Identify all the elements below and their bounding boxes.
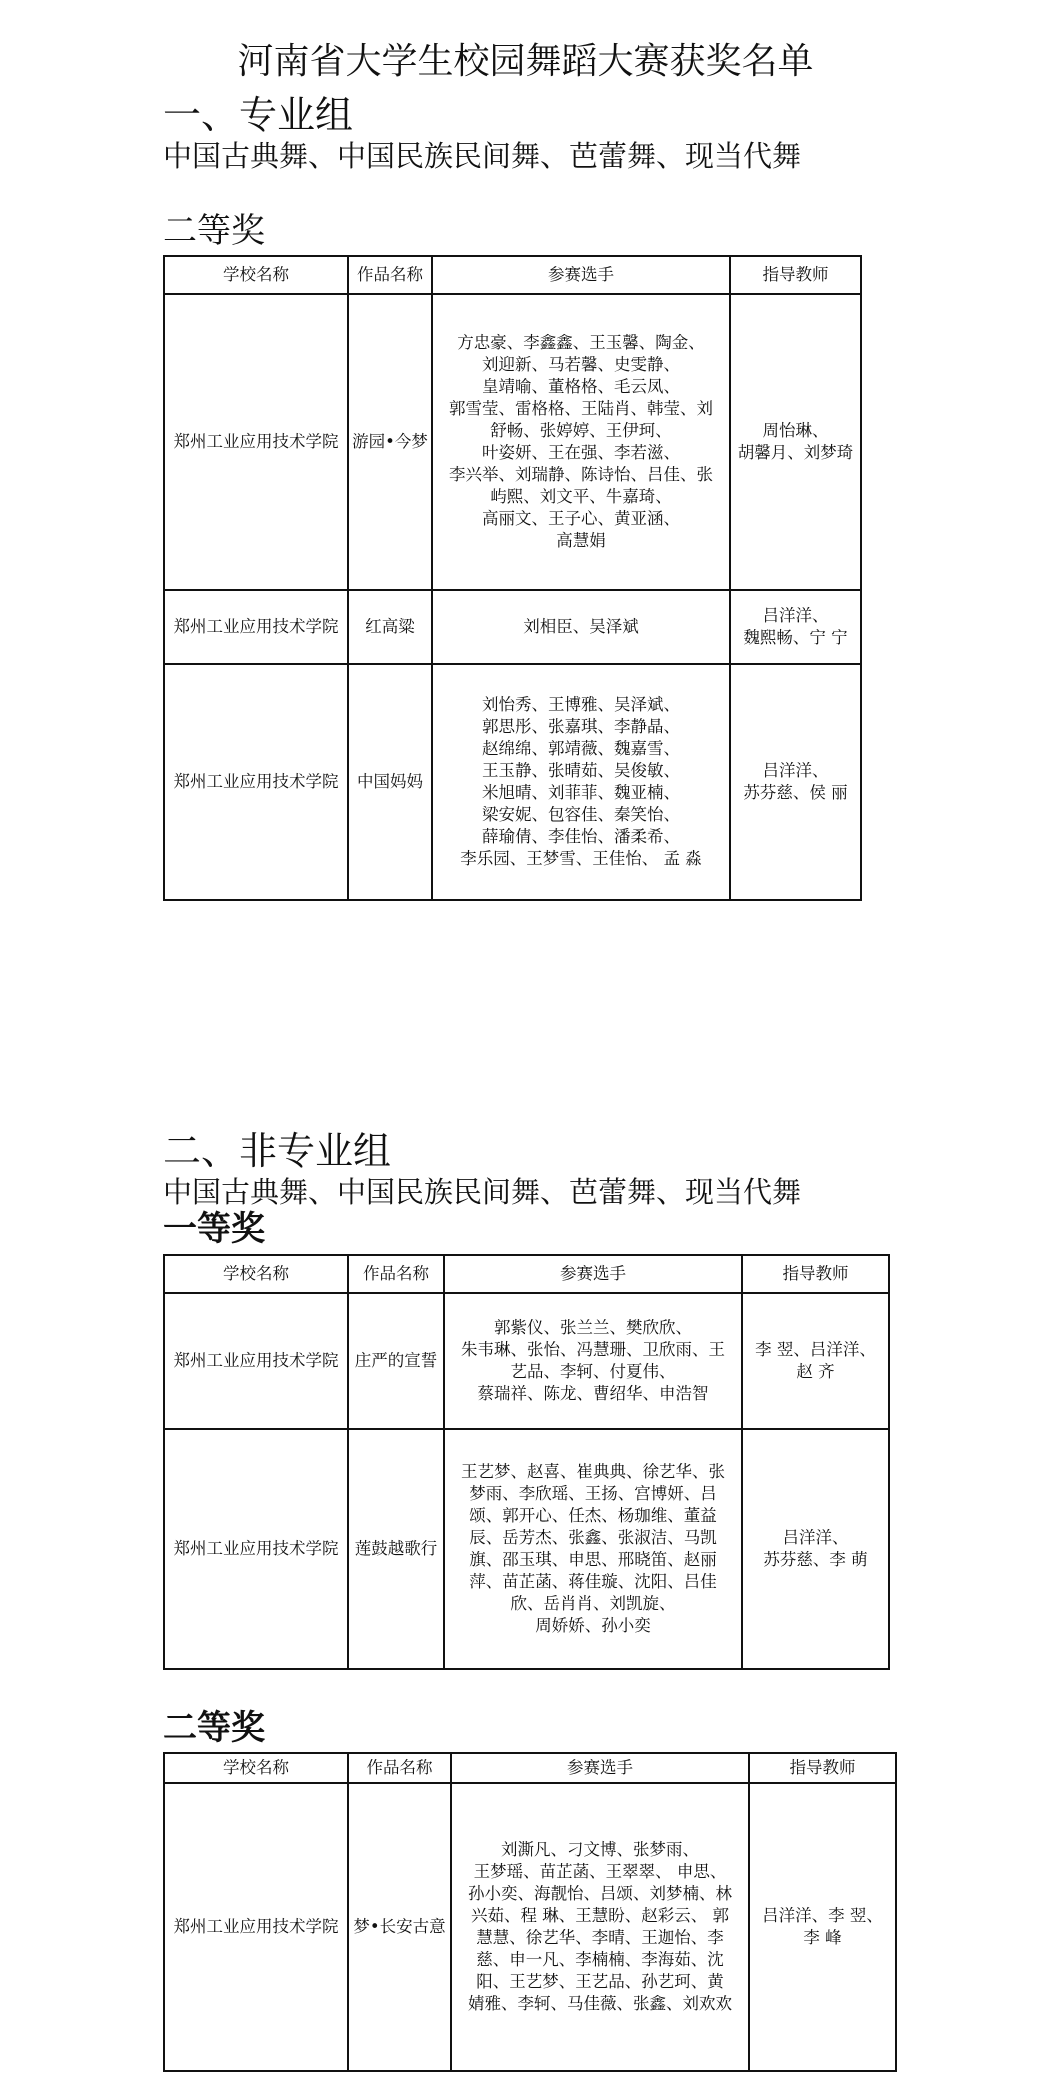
award-level-second-amateur: 二等奖 xyxy=(163,1708,265,1748)
awards-table-professional-second xyxy=(163,255,862,901)
table-row xyxy=(164,590,861,664)
table-row xyxy=(164,1293,889,1429)
work-cell: 中国妈妈 xyxy=(348,664,432,900)
col-header-school: 学校名称 xyxy=(164,256,348,294)
school-cell: 郑州工业应用技术学院 xyxy=(164,294,348,590)
table-row xyxy=(164,294,861,590)
teacher-cell: 吕洋洋、李 翌、 李 峰 xyxy=(749,1783,896,2071)
work-cell: 莲鼓越歌行 xyxy=(348,1429,444,1669)
school-cell: 郑州工业应用技术学院 xyxy=(164,664,348,900)
teacher-cell: 周怡琳、 胡馨月、刘梦琦 xyxy=(730,294,861,590)
section-heading-professional: 一、专业组 xyxy=(163,93,354,137)
col-header-work: 作品名称 xyxy=(348,1753,451,1783)
school-cell: 郑州工业应用技术学院 xyxy=(164,1293,348,1429)
award-level-first-amateur: 一等奖 xyxy=(163,1209,265,1249)
work-cell: 梦•长安古意 xyxy=(348,1783,451,2071)
school-cell: 郑州工业应用技术学院 xyxy=(164,590,348,664)
table-row xyxy=(164,1783,896,2071)
section-heading-amateur: 二、非专业组 xyxy=(163,1129,392,1173)
table-header-row xyxy=(164,256,861,294)
col-header-players: 参赛选手 xyxy=(444,1255,742,1293)
award-level-second-professional: 二等奖 xyxy=(163,211,265,251)
col-header-players: 参赛选手 xyxy=(451,1753,749,1783)
table-header-row xyxy=(164,1255,889,1293)
players-cell: 郭紫仪、张兰兰、樊欣欣、 朱韦琳、张怡、冯慧珊、卫欣雨、王 艺品、李轲、付夏伟、 蔡瑞祥、陈龙、曹绍华、申浩智 xyxy=(444,1293,742,1429)
players-cell: 刘怡秀、王博雅、吴泽斌、 郭思彤、张嘉琪、李静晶、 赵绵绵、郭靖薇、魏嘉雪、 王玉静、张晴茹、吴俊敏、 米旭晴、刘菲菲、魏亚楠、 梁安妮、包容佳、秦笑怡、 薛瑜倩、李佳怡、潘柔希、 李乐园、王梦雪、王佳怡、 孟 淼 xyxy=(432,664,730,900)
players-cell: 王艺梦、赵喜、崔典典、徐艺华、张 梦雨、李欣瑶、王扬、宫博妍、吕 颂、郭开心、任杰、杨珈维、董益 辰、岳芳杰、张鑫、张淑洁、马凯 旗、邵玉琪、申思、邢晓笛、赵丽 萍、苗芷菡、蒋佳璇、沈阳、吕佳 欣、岳肖肖、刘凯旋、 周娇娇、孙小奕 xyxy=(444,1429,742,1669)
work-cell: 游园•今梦 xyxy=(348,294,432,590)
col-header-work: 作品名称 xyxy=(348,256,432,294)
school-cell: 郑州工业应用技术学院 xyxy=(164,1783,348,2071)
categories-amateur: 中国古典舞、中国民族民间舞、芭蕾舞、现当代舞 xyxy=(163,1175,802,1209)
page-title: 河南省大学生校园舞蹈大赛获奖名单 xyxy=(237,41,814,82)
table-header-row xyxy=(164,1753,896,1783)
col-header-school: 学校名称 xyxy=(164,1255,348,1293)
work-cell: 红高粱 xyxy=(348,590,432,664)
players-cell: 刘相臣、吴泽斌 xyxy=(432,590,730,664)
col-header-teacher: 指导教师 xyxy=(730,256,861,294)
col-header-school: 学校名称 xyxy=(164,1753,348,1783)
teacher-cell: 李 翌、吕洋洋、 赵 齐 xyxy=(742,1293,889,1429)
col-header-teacher: 指导教师 xyxy=(749,1753,896,1783)
players-cell: 方忠豪、李鑫鑫、王玉馨、陶金、 刘迎新、马若馨、史雯静、 皇靖喻、董格格、毛云凤、 郭雪莹、雷格格、王陆肖、韩莹、刘 舒畅、张婷婷、王伊珂、 叶姿妍、王在强、李若滋、 李兴举、刘瑞静、陈诗怡、吕佳、张 屿熙、刘文平、牛嘉琦、 高丽文、王子心、黄亚涵、 高慧娟 xyxy=(432,294,730,590)
col-header-work: 作品名称 xyxy=(348,1255,444,1293)
teacher-cell: 吕洋洋、 苏芬慈、侯 丽 xyxy=(730,664,861,900)
col-header-players: 参赛选手 xyxy=(432,256,730,294)
work-cell: 庄严的宣誓 xyxy=(348,1293,444,1429)
players-cell: 刘澌凡、刁文博、张梦雨、 王梦瑶、苗芷菡、王翠翠、 申思、 孙小奕、海靓怡、吕颂、刘梦楠、林 兴茹、程 琳、王慧盼、赵彩云、 郭 慧慧、徐艺华、李晴、王迦怡、李 慈、申一凡、李楠楠、李海茹、沈 阳、王艺梦、王艺品、孙艺珂、黄 婧雅、李轲、马佳薇、张鑫、刘欢欢 xyxy=(451,1783,749,2071)
awards-table-amateur-first xyxy=(163,1254,890,1670)
teacher-cell: 吕洋洋、 苏芬慈、李 萌 xyxy=(742,1429,889,1669)
awards-table-amateur-second xyxy=(163,1752,897,2072)
table-row xyxy=(164,1429,889,1669)
categories-professional: 中国古典舞、中国民族民间舞、芭蕾舞、现当代舞 xyxy=(163,139,802,173)
teacher-cell: 吕洋洋、 魏熙畅、宁 宁 xyxy=(730,590,861,664)
col-header-teacher: 指导教师 xyxy=(742,1255,889,1293)
table-row xyxy=(164,664,861,900)
school-cell: 郑州工业应用技术学院 xyxy=(164,1429,348,1669)
